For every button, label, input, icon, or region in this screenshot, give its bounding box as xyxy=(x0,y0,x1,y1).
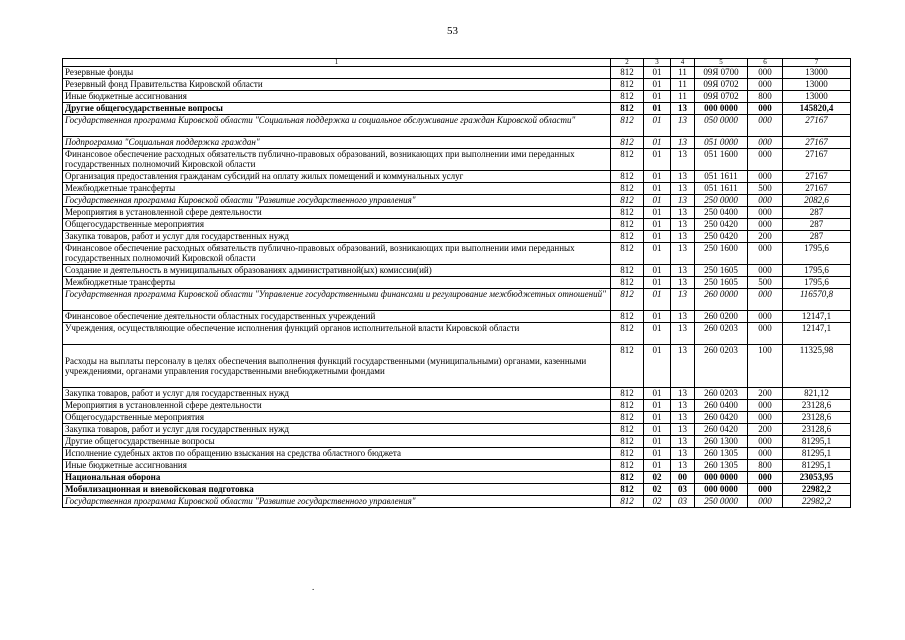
table-row xyxy=(63,436,851,448)
row-subsection-cell: 00 xyxy=(671,472,695,484)
row-subsection-cell: 13 xyxy=(671,460,695,472)
row-target-code-cell: 260 0000 xyxy=(695,289,748,311)
table-row xyxy=(63,323,851,345)
row-amount-cell: 821,12 xyxy=(783,388,851,400)
row-name-cell: Расходы на выплаты персоналу в целях обеспечения выполнения функций государственными (муниципальными) органами, казенными учреждениями, органами управления государственными внебюджетными фондами xyxy=(63,345,611,388)
table-row xyxy=(63,345,851,388)
table-row xyxy=(63,149,851,171)
row-section-cell: 01 xyxy=(644,171,671,183)
row-expense-type-cell: 000 xyxy=(748,400,783,412)
row-target-code-cell: 260 1305 xyxy=(695,460,748,472)
row-grbs-cell: 812 xyxy=(611,460,644,472)
row-amount-cell: 12147,1 xyxy=(783,311,851,323)
table-row xyxy=(63,400,851,412)
table-row xyxy=(63,460,851,472)
row-grbs-cell: 812 xyxy=(611,207,644,219)
row-target-code-cell: 260 0203 xyxy=(695,323,748,345)
row-expense-type-cell: 000 xyxy=(748,448,783,460)
row-section-cell: 01 xyxy=(644,265,671,277)
row-target-code-cell: 250 0420 xyxy=(695,219,748,231)
row-target-code-cell: 260 1300 xyxy=(695,436,748,448)
row-expense-type-cell: 500 xyxy=(748,183,783,195)
table-row xyxy=(63,195,851,207)
row-section-cell: 01 xyxy=(644,219,671,231)
row-grbs-cell: 812 xyxy=(611,484,644,496)
row-name-cell: Закупка товаров, работ и услуг для государственных нужд xyxy=(63,424,611,436)
row-amount-cell: 13000 xyxy=(783,91,851,103)
table-row xyxy=(63,115,851,137)
footer-mark: . xyxy=(312,582,315,592)
row-section-cell: 02 xyxy=(644,496,671,508)
row-target-code-cell: 250 0400 xyxy=(695,207,748,219)
row-name-cell: Исполнение судебных актов по обращению взыскания на средства областного бюджета xyxy=(63,448,611,460)
row-grbs-cell: 812 xyxy=(611,400,644,412)
row-target-code-cell: 250 0000 xyxy=(695,195,748,207)
row-amount-cell: 81295,1 xyxy=(783,436,851,448)
row-subsection-cell: 13 xyxy=(671,115,695,137)
row-section-cell: 01 xyxy=(644,424,671,436)
row-name-cell: Государственная программа Кировской области "Развитие государственного управления" xyxy=(63,195,611,207)
row-name-cell: Мобилизационная и вневойсковая подготовка xyxy=(63,484,611,496)
row-target-code-cell: 260 0203 xyxy=(695,345,748,388)
row-subsection-cell: 11 xyxy=(671,67,695,79)
row-subsection-cell: 13 xyxy=(671,448,695,460)
row-name-cell: Мероприятия в установленной сфере деятельности xyxy=(63,400,611,412)
row-name-cell: Общегосударственные мероприятия xyxy=(63,412,611,424)
row-expense-type-cell: 000 xyxy=(748,149,783,171)
row-grbs-cell: 812 xyxy=(611,345,644,388)
row-subsection-cell: 11 xyxy=(671,79,695,91)
row-section-cell: 01 xyxy=(644,231,671,243)
row-subsection-cell: 13 xyxy=(671,171,695,183)
row-subsection-cell: 13 xyxy=(671,388,695,400)
row-subsection-cell: 13 xyxy=(671,183,695,195)
table-row xyxy=(63,183,851,195)
row-subsection-cell: 13 xyxy=(671,207,695,219)
row-amount-cell: 1795,6 xyxy=(783,243,851,265)
row-name-cell: Межбюджетные трансферты xyxy=(63,183,611,195)
row-section-cell: 01 xyxy=(644,460,671,472)
row-target-code-cell: 051 0000 xyxy=(695,137,748,149)
row-subsection-cell: 13 xyxy=(671,311,695,323)
row-target-code-cell: 260 0420 xyxy=(695,412,748,424)
row-amount-cell: 23053,95 xyxy=(783,472,851,484)
row-name-cell: Резервные фонды xyxy=(63,67,611,79)
row-target-code-cell: 09Я 0702 xyxy=(695,91,748,103)
row-name-cell: Финансовое обеспечение деятельности областных государственных учреждений xyxy=(63,311,611,323)
row-expense-type-cell: 800 xyxy=(748,91,783,103)
row-section-cell: 01 xyxy=(644,277,671,289)
row-section-cell: 01 xyxy=(644,388,671,400)
row-name-cell: Иные бюджетные ассигнования xyxy=(63,91,611,103)
row-name-cell: Создание и деятельность в муниципальных образованиях административной(ых) комиссии(ий) xyxy=(63,265,611,277)
row-target-code-cell: 051 1600 xyxy=(695,149,748,171)
row-expense-type-cell: 000 xyxy=(748,137,783,149)
row-grbs-cell: 812 xyxy=(611,103,644,115)
row-expense-type-cell: 000 xyxy=(748,472,783,484)
table-row xyxy=(63,412,851,424)
row-amount-cell: 23128,6 xyxy=(783,400,851,412)
row-grbs-cell: 812 xyxy=(611,243,644,265)
budget-table xyxy=(62,58,851,508)
row-name-cell: Государственная программа Кировской области "Социальная поддержка и социальное обслуживание граждан Кировской области" xyxy=(63,115,611,137)
row-target-code-cell: 250 1605 xyxy=(695,265,748,277)
row-name-cell: Организация предоставления гражданам субсидий на оплату жилых помещений и коммунальных услуг xyxy=(63,171,611,183)
row-amount-cell: 27167 xyxy=(783,137,851,149)
row-target-code-cell: 260 0400 xyxy=(695,400,748,412)
table-row xyxy=(63,79,851,91)
row-grbs-cell: 812 xyxy=(611,277,644,289)
table-row xyxy=(63,231,851,243)
row-expense-type-cell: 100 xyxy=(748,345,783,388)
row-grbs-cell: 812 xyxy=(611,448,644,460)
row-subsection-cell: 11 xyxy=(671,91,695,103)
row-subsection-cell: 13 xyxy=(671,424,695,436)
row-expense-type-cell: 000 xyxy=(748,115,783,137)
row-expense-type-cell: 000 xyxy=(748,103,783,115)
row-subsection-cell: 13 xyxy=(671,323,695,345)
row-grbs-cell: 812 xyxy=(611,412,644,424)
row-grbs-cell: 812 xyxy=(611,289,644,311)
row-expense-type-cell: 500 xyxy=(748,277,783,289)
table-row xyxy=(63,207,851,219)
row-section-cell: 01 xyxy=(644,345,671,388)
row-name-cell: Общегосударственные мероприятия xyxy=(63,219,611,231)
header-cell-target-code: 5 xyxy=(695,59,748,67)
row-name-cell: Финансовое обеспечение расходных обязательств публично-правовых образований, возникающих при выполнении ими переданных государственных полномочий Кировской области xyxy=(63,149,611,171)
table-row xyxy=(63,171,851,183)
row-amount-cell: 1795,6 xyxy=(783,265,851,277)
row-target-code-cell: 250 0420 xyxy=(695,231,748,243)
row-section-cell: 01 xyxy=(644,137,671,149)
row-target-code-cell: 260 0203 xyxy=(695,388,748,400)
row-expense-type-cell: 200 xyxy=(748,424,783,436)
row-subsection-cell: 13 xyxy=(671,149,695,171)
row-name-cell: Иные бюджетные ассигнования xyxy=(63,460,611,472)
row-section-cell: 01 xyxy=(644,412,671,424)
row-section-cell: 01 xyxy=(644,243,671,265)
row-grbs-cell: 812 xyxy=(611,79,644,91)
row-name-cell: Подпрограмма "Социальная поддержка граждан" xyxy=(63,137,611,149)
row-section-cell: 01 xyxy=(644,103,671,115)
header-cell-subsection: 4 xyxy=(671,59,695,67)
row-grbs-cell: 812 xyxy=(611,115,644,137)
table-row xyxy=(63,289,851,311)
row-expense-type-cell: 200 xyxy=(748,231,783,243)
header-cell-name: 1 xyxy=(63,59,611,67)
row-target-code-cell: 09Я 0700 xyxy=(695,67,748,79)
row-grbs-cell: 812 xyxy=(611,91,644,103)
row-expense-type-cell: 000 xyxy=(748,207,783,219)
row-name-cell: Закупка товаров, работ и услуг для государственных нужд xyxy=(63,388,611,400)
row-name-cell: Мероприятия в установленной сфере деятельности xyxy=(63,207,611,219)
row-expense-type-cell: 000 xyxy=(748,323,783,345)
table-row xyxy=(63,424,851,436)
row-subsection-cell: 13 xyxy=(671,345,695,388)
header-cell-amount: 7 xyxy=(783,59,851,67)
header-cell-expense-type: 6 xyxy=(748,59,783,67)
row-target-code-cell: 260 0200 xyxy=(695,311,748,323)
row-section-cell: 01 xyxy=(644,323,671,345)
row-grbs-cell: 812 xyxy=(611,311,644,323)
row-target-code-cell: 260 1305 xyxy=(695,448,748,460)
row-expense-type-cell: 000 xyxy=(748,79,783,91)
row-amount-cell: 287 xyxy=(783,219,851,231)
row-expense-type-cell: 000 xyxy=(748,265,783,277)
row-target-code-cell: 000 0000 xyxy=(695,472,748,484)
row-subsection-cell: 13 xyxy=(671,400,695,412)
row-amount-cell: 116570,8 xyxy=(783,289,851,311)
row-subsection-cell: 13 xyxy=(671,137,695,149)
row-target-code-cell: 250 0000 xyxy=(695,496,748,508)
row-subsection-cell: 03 xyxy=(671,484,695,496)
table-row xyxy=(63,219,851,231)
row-expense-type-cell: 000 xyxy=(748,311,783,323)
row-amount-cell: 11325,98 xyxy=(783,345,851,388)
row-grbs-cell: 812 xyxy=(611,472,644,484)
table-row xyxy=(63,388,851,400)
row-amount-cell: 22982,2 xyxy=(783,484,851,496)
row-expense-type-cell: 000 xyxy=(748,195,783,207)
row-amount-cell: 81295,1 xyxy=(783,448,851,460)
header-cell-section: 3 xyxy=(644,59,671,67)
row-name-cell: Финансовое обеспечение расходных обязательств публично-правовых образований, возникающих при выполнении ими переданных государственных полномочий Кировской области xyxy=(63,243,611,265)
table-row xyxy=(63,311,851,323)
row-expense-type-cell: 000 xyxy=(748,171,783,183)
table-row xyxy=(63,484,851,496)
row-amount-cell: 27167 xyxy=(783,183,851,195)
row-grbs-cell: 812 xyxy=(611,183,644,195)
row-subsection-cell: 13 xyxy=(671,103,695,115)
row-name-cell: Государственная программа Кировской области "Развитие государственного управления" xyxy=(63,496,611,508)
table-row xyxy=(63,103,851,115)
row-amount-cell: 27167 xyxy=(783,115,851,137)
table-row xyxy=(63,265,851,277)
row-section-cell: 02 xyxy=(644,484,671,496)
row-name-cell: Другие общегосударственные вопросы xyxy=(63,436,611,448)
row-amount-cell: 13000 xyxy=(783,67,851,79)
row-grbs-cell: 812 xyxy=(611,231,644,243)
row-grbs-cell: 812 xyxy=(611,171,644,183)
row-expense-type-cell: 000 xyxy=(748,436,783,448)
row-section-cell: 01 xyxy=(644,115,671,137)
row-section-cell: 01 xyxy=(644,79,671,91)
row-subsection-cell: 13 xyxy=(671,231,695,243)
row-amount-cell: 27167 xyxy=(783,171,851,183)
table-row xyxy=(63,91,851,103)
row-subsection-cell: 13 xyxy=(671,412,695,424)
row-amount-cell: 23128,6 xyxy=(783,412,851,424)
table-row xyxy=(63,448,851,460)
row-section-cell: 01 xyxy=(644,289,671,311)
row-section-cell: 01 xyxy=(644,207,671,219)
row-expense-type-cell: 000 xyxy=(748,219,783,231)
row-amount-cell: 22982,2 xyxy=(783,496,851,508)
row-section-cell: 01 xyxy=(644,195,671,207)
row-section-cell: 01 xyxy=(644,448,671,460)
row-section-cell: 01 xyxy=(644,183,671,195)
row-subsection-cell: 13 xyxy=(671,243,695,265)
header-cell-grbs: 2 xyxy=(611,59,644,67)
row-section-cell: 01 xyxy=(644,436,671,448)
row-target-code-cell: 250 1605 xyxy=(695,277,748,289)
table-row xyxy=(63,137,851,149)
row-target-code-cell: 250 1600 xyxy=(695,243,748,265)
row-target-code-cell: 09Я 0702 xyxy=(695,79,748,91)
row-grbs-cell: 812 xyxy=(611,496,644,508)
row-target-code-cell: 050 0000 xyxy=(695,115,748,137)
row-grbs-cell: 812 xyxy=(611,195,644,207)
row-grbs-cell: 812 xyxy=(611,323,644,345)
row-grbs-cell: 812 xyxy=(611,265,644,277)
row-subsection-cell: 13 xyxy=(671,195,695,207)
table-row xyxy=(63,472,851,484)
row-name-cell: Межбюджетные трансферты xyxy=(63,277,611,289)
row-target-code-cell: 051 1611 xyxy=(695,183,748,195)
row-amount-cell: 145820,4 xyxy=(783,103,851,115)
row-expense-type-cell: 000 xyxy=(748,496,783,508)
row-name-cell: Закупка товаров, работ и услуг для государственных нужд xyxy=(63,231,611,243)
row-subsection-cell: 13 xyxy=(671,265,695,277)
row-amount-cell: 12147,1 xyxy=(783,323,851,345)
page-number: 53 xyxy=(447,25,458,37)
row-subsection-cell: 03 xyxy=(671,496,695,508)
row-amount-cell: 2082,6 xyxy=(783,195,851,207)
row-name-cell: Государственная программа Кировской области "Управление государственными финансами и регулирование межбюджетных отношений" xyxy=(63,289,611,311)
table-row xyxy=(63,277,851,289)
row-grbs-cell: 812 xyxy=(611,137,644,149)
row-expense-type-cell: 000 xyxy=(748,243,783,265)
row-amount-cell: 287 xyxy=(783,231,851,243)
row-name-cell: Другие общегосударственные вопросы xyxy=(63,103,611,115)
row-target-code-cell: 000 0000 xyxy=(695,103,748,115)
row-amount-cell: 287 xyxy=(783,207,851,219)
row-grbs-cell: 812 xyxy=(611,149,644,171)
row-target-code-cell: 260 0420 xyxy=(695,424,748,436)
row-expense-type-cell: 200 xyxy=(748,388,783,400)
row-section-cell: 01 xyxy=(644,400,671,412)
row-section-cell: 02 xyxy=(644,472,671,484)
row-expense-type-cell: 000 xyxy=(748,289,783,311)
row-grbs-cell: 812 xyxy=(611,219,644,231)
row-amount-cell: 81295,1 xyxy=(783,460,851,472)
table-row xyxy=(63,496,851,508)
row-subsection-cell: 13 xyxy=(671,289,695,311)
row-grbs-cell: 812 xyxy=(611,67,644,79)
row-subsection-cell: 13 xyxy=(671,277,695,289)
row-grbs-cell: 812 xyxy=(611,424,644,436)
row-section-cell: 01 xyxy=(644,67,671,79)
row-name-cell: Национальная оборона xyxy=(63,472,611,484)
row-subsection-cell: 13 xyxy=(671,219,695,231)
row-section-cell: 01 xyxy=(644,149,671,171)
row-name-cell: Резервный фонд Правительства Кировской области xyxy=(63,79,611,91)
row-expense-type-cell: 000 xyxy=(748,67,783,79)
row-section-cell: 01 xyxy=(644,91,671,103)
table-row xyxy=(63,243,851,265)
row-expense-type-cell: 800 xyxy=(748,460,783,472)
row-amount-cell: 23128,6 xyxy=(783,424,851,436)
row-target-code-cell: 051 1611 xyxy=(695,171,748,183)
row-subsection-cell: 13 xyxy=(671,436,695,448)
row-amount-cell: 27167 xyxy=(783,149,851,171)
row-amount-cell: 13000 xyxy=(783,79,851,91)
row-expense-type-cell: 000 xyxy=(748,484,783,496)
row-section-cell: 01 xyxy=(644,311,671,323)
table-row xyxy=(63,67,851,79)
row-target-code-cell: 000 0000 xyxy=(695,484,748,496)
row-amount-cell: 1795,6 xyxy=(783,277,851,289)
table-header-row xyxy=(63,59,851,67)
row-expense-type-cell: 000 xyxy=(748,412,783,424)
row-grbs-cell: 812 xyxy=(611,388,644,400)
row-grbs-cell: 812 xyxy=(611,436,644,448)
row-name-cell: Учреждения, осуществляющие обеспечение исполнения функций органов исполнительной власти Кировской области xyxy=(63,323,611,345)
